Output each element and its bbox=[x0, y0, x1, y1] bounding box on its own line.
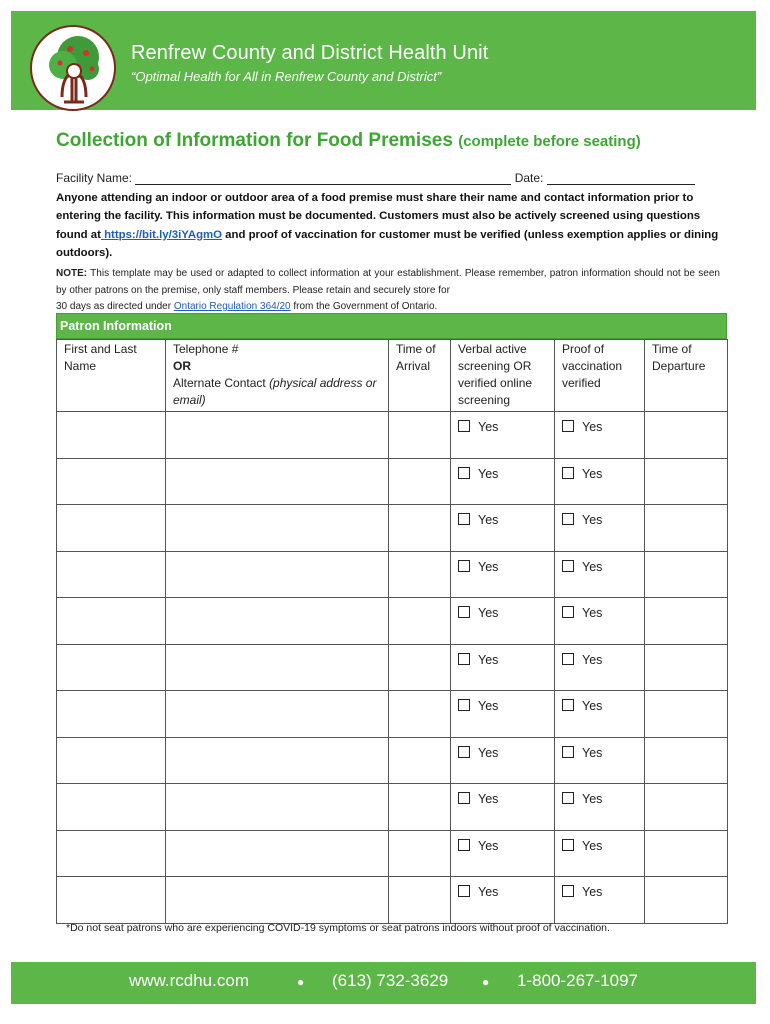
vaccination-checkbox[interactable] bbox=[562, 738, 644, 762]
footnote: *Do not seat patrons who are experiencing COVID-19 symptoms or seat patrons indoors without proof of vaccination. bbox=[66, 922, 610, 934]
phone-cell[interactable] bbox=[166, 551, 389, 598]
arrival-cell[interactable] bbox=[389, 644, 451, 691]
footer-website[interactable]: www.rcdhu.com bbox=[129, 971, 249, 990]
screening-cell[interactable] bbox=[451, 458, 555, 505]
table-row bbox=[57, 830, 728, 877]
org-name: Renfrew County and District Health Unit bbox=[131, 42, 489, 64]
phone-header-alt-italic: (physical address or email) bbox=[173, 376, 377, 407]
name-cell[interactable] bbox=[57, 784, 166, 831]
note-line3-prefix: 30 days as directed under bbox=[56, 301, 174, 312]
phone-cell[interactable] bbox=[166, 598, 389, 645]
vaccination-checkbox[interactable] bbox=[562, 552, 644, 576]
checkbox-label: Yes bbox=[582, 838, 603, 853]
checkbox-label: Yes bbox=[478, 559, 499, 574]
vaccination-cell[interactable] bbox=[555, 412, 645, 459]
vaccination-checkbox[interactable] bbox=[562, 598, 644, 622]
screening-cell[interactable] bbox=[451, 737, 555, 784]
vaccination-checkbox[interactable] bbox=[562, 459, 644, 483]
note-line3-suffix: from the Government of Ontario. bbox=[290, 301, 438, 312]
name-cell[interactable] bbox=[57, 737, 166, 784]
col-header-arrival: Time of Arrival bbox=[389, 340, 451, 412]
vaccination-cell[interactable] bbox=[555, 551, 645, 598]
vaccination-checkbox[interactable] bbox=[562, 645, 644, 669]
footer-phone: (613) 732-3629 bbox=[332, 971, 449, 990]
col-header-departure: Time of Departure bbox=[645, 340, 728, 412]
vaccination-cell[interactable] bbox=[555, 784, 645, 831]
checkbox-label: Yes bbox=[478, 745, 499, 760]
footer-bar bbox=[11, 962, 756, 1004]
screening-checkbox[interactable] bbox=[458, 738, 554, 762]
table-row bbox=[57, 691, 728, 738]
arrival-cell[interactable] bbox=[389, 784, 451, 831]
arrival-cell[interactable] bbox=[389, 551, 451, 598]
screening-cell[interactable] bbox=[451, 784, 555, 831]
checkbox-icon[interactable] bbox=[562, 513, 574, 525]
table-row bbox=[57, 412, 728, 459]
checkbox-icon[interactable] bbox=[458, 699, 470, 711]
checkbox-label: Yes bbox=[582, 792, 603, 806]
checkbox-label: Yes bbox=[582, 745, 603, 760]
arrival-cell[interactable] bbox=[389, 505, 451, 552]
vaccination-checkbox[interactable] bbox=[562, 784, 644, 808]
note-text: This template may be used or adapted to collect information at your establishment. Please remember, patron information should not be seen by other patrons on the premise, only staff members. Please retain and securely store for bbox=[56, 268, 720, 296]
screening-link[interactable]: https://bit.ly/3iYAgmO bbox=[100, 228, 223, 241]
checkbox-icon[interactable] bbox=[458, 885, 470, 897]
patron-info-header: Patron Information bbox=[56, 313, 727, 339]
checkbox-label: Yes bbox=[582, 699, 603, 713]
checkbox-icon[interactable] bbox=[458, 653, 470, 665]
screening-checkbox[interactable] bbox=[458, 784, 554, 808]
checkbox-icon[interactable] bbox=[562, 792, 574, 804]
checkbox-label: Yes bbox=[582, 652, 603, 667]
departure-cell[interactable] bbox=[645, 830, 728, 877]
phone-cell[interactable] bbox=[166, 458, 389, 505]
checkbox-icon[interactable] bbox=[458, 560, 470, 572]
checkbox-label: Yes bbox=[478, 466, 499, 481]
phone-cell[interactable] bbox=[166, 412, 389, 459]
screening-checkbox[interactable] bbox=[458, 598, 554, 622]
screening-checkbox[interactable] bbox=[458, 412, 554, 436]
checkbox-label: Yes bbox=[582, 513, 603, 527]
vaccination-checkbox[interactable] bbox=[562, 691, 644, 715]
departure-cell[interactable] bbox=[645, 412, 728, 459]
checkbox-label: Yes bbox=[478, 792, 499, 806]
name-cell[interactable] bbox=[57, 458, 166, 505]
vaccination-cell[interactable] bbox=[555, 644, 645, 691]
vaccination-cell[interactable] bbox=[555, 877, 645, 924]
departure-cell[interactable] bbox=[645, 505, 728, 552]
screening-cell[interactable] bbox=[451, 412, 555, 459]
arrival-cell[interactable] bbox=[389, 458, 451, 505]
name-cell[interactable] bbox=[57, 830, 166, 877]
checkbox-icon[interactable] bbox=[562, 653, 574, 665]
checkbox-icon[interactable] bbox=[562, 885, 574, 897]
table-header-row bbox=[57, 340, 728, 412]
table-row bbox=[57, 598, 728, 645]
checkbox-label: Yes bbox=[582, 559, 603, 574]
phone-cell[interactable] bbox=[166, 784, 389, 831]
phone-cell[interactable] bbox=[166, 644, 389, 691]
departure-cell[interactable] bbox=[645, 551, 728, 598]
facility-name-field[interactable] bbox=[135, 173, 511, 185]
checkbox-icon[interactable] bbox=[562, 560, 574, 572]
patron-table bbox=[56, 339, 728, 924]
arrival-cell[interactable] bbox=[389, 877, 451, 924]
checkbox-label: Yes bbox=[478, 699, 499, 713]
vaccination-cell[interactable] bbox=[555, 598, 645, 645]
departure-cell[interactable] bbox=[645, 784, 728, 831]
screening-cell[interactable] bbox=[451, 691, 555, 738]
checkbox-icon[interactable] bbox=[458, 606, 470, 618]
table-row bbox=[57, 784, 728, 831]
title-sub: (complete before seating) bbox=[458, 133, 641, 150]
checkbox-label: Yes bbox=[478, 606, 499, 620]
screening-cell[interactable] bbox=[451, 644, 555, 691]
vaccination-cell[interactable] bbox=[555, 691, 645, 738]
instructions-text-1: Anyone attending an indoor or outdoor area of a food premise must share their name and contact information prior to entering the facility. This information must be documented. Customers must also be actively screened using questions found at bbox=[56, 192, 701, 241]
table-row bbox=[57, 505, 728, 552]
facility-line bbox=[56, 171, 695, 185]
table-row bbox=[57, 644, 728, 691]
checkbox-label: Yes bbox=[582, 606, 603, 620]
checkbox-icon[interactable] bbox=[458, 420, 470, 432]
screening-checkbox[interactable] bbox=[458, 877, 554, 901]
screening-cell[interactable] bbox=[451, 877, 555, 924]
phone-header-line1: Telephone # bbox=[173, 342, 239, 356]
name-cell[interactable] bbox=[57, 551, 166, 598]
footer-tollfree: 1-800-267-1097 bbox=[517, 971, 638, 990]
arrival-cell[interactable] bbox=[389, 598, 451, 645]
col-header-screening: Verbal active screening OR verified online screening bbox=[451, 340, 555, 412]
checkbox-icon[interactable] bbox=[562, 839, 574, 851]
departure-cell[interactable] bbox=[645, 737, 728, 784]
phone-header-alt: Alternate Contact bbox=[173, 376, 270, 390]
table-row bbox=[57, 458, 728, 505]
checkbox-label: Yes bbox=[582, 885, 603, 899]
vaccination-cell[interactable] bbox=[555, 505, 645, 552]
checkbox-icon[interactable] bbox=[458, 839, 470, 851]
name-cell[interactable] bbox=[57, 598, 166, 645]
vaccination-checkbox[interactable] bbox=[562, 412, 644, 436]
checkbox-label: Yes bbox=[478, 652, 499, 667]
checkbox-label: Yes bbox=[478, 885, 499, 899]
screening-cell[interactable] bbox=[451, 551, 555, 598]
instructions bbox=[56, 189, 720, 262]
page-title bbox=[56, 130, 641, 152]
checkbox-icon[interactable] bbox=[458, 746, 470, 758]
instructions-text-2: and proof of vaccination for customer must be verified (unless exemption applies or dining outdoors). bbox=[56, 228, 719, 259]
checkbox-icon[interactable] bbox=[458, 513, 470, 525]
phone-cell[interactable] bbox=[166, 691, 389, 738]
date-field[interactable] bbox=[547, 173, 695, 185]
org-tagline: “Optimal Health for All in Renfrew County and District” bbox=[131, 69, 442, 84]
phone-cell[interactable] bbox=[166, 877, 389, 924]
checkbox-label: Yes bbox=[582, 466, 603, 481]
departure-cell[interactable] bbox=[645, 598, 728, 645]
vaccination-checkbox[interactable] bbox=[562, 831, 644, 855]
table-row bbox=[57, 877, 728, 924]
footer-separator-1: ● bbox=[297, 975, 305, 989]
checkbox-label: Yes bbox=[478, 838, 499, 853]
table-row bbox=[57, 551, 728, 598]
arrival-cell[interactable] bbox=[389, 691, 451, 738]
screening-checkbox[interactable] bbox=[458, 459, 554, 483]
vaccination-cell[interactable] bbox=[555, 458, 645, 505]
table-row bbox=[57, 737, 728, 784]
name-cell[interactable] bbox=[57, 691, 166, 738]
facility-label: Facility Name: bbox=[56, 171, 133, 185]
phone-header-line3 bbox=[173, 375, 388, 409]
departure-cell[interactable] bbox=[645, 691, 728, 738]
health-unit-logo bbox=[30, 25, 116, 111]
vaccination-cell[interactable] bbox=[555, 737, 645, 784]
col-header-phone bbox=[166, 340, 389, 412]
screening-checkbox[interactable] bbox=[458, 831, 554, 855]
phone-header-or: OR bbox=[173, 359, 191, 373]
phone-cell[interactable] bbox=[166, 830, 389, 877]
arrival-cell[interactable] bbox=[389, 830, 451, 877]
checkbox-label: Yes bbox=[478, 420, 499, 434]
phone-cell[interactable] bbox=[166, 505, 389, 552]
checkbox-label: Yes bbox=[478, 513, 499, 527]
checkbox-icon[interactable] bbox=[458, 467, 470, 479]
checkbox-icon[interactable] bbox=[458, 792, 470, 804]
name-cell[interactable] bbox=[57, 644, 166, 691]
screening-checkbox[interactable] bbox=[458, 505, 554, 529]
phone-cell[interactable] bbox=[166, 737, 389, 784]
name-cell[interactable] bbox=[57, 505, 166, 552]
regulation-link[interactable]: Ontario Regulation 364/20 bbox=[173, 301, 291, 312]
col-header-vaccination: Proof of vaccination verified bbox=[555, 340, 645, 412]
departure-cell[interactable] bbox=[645, 458, 728, 505]
departure-cell[interactable] bbox=[645, 644, 728, 691]
arrival-cell[interactable] bbox=[389, 737, 451, 784]
screening-cell[interactable] bbox=[451, 598, 555, 645]
checkbox-icon[interactable] bbox=[562, 467, 574, 479]
screening-checkbox[interactable] bbox=[458, 645, 554, 669]
checkbox-icon[interactable] bbox=[562, 699, 574, 711]
checkbox-icon[interactable] bbox=[562, 746, 574, 758]
screening-checkbox[interactable] bbox=[458, 691, 554, 715]
footer-separator-2: ● bbox=[482, 975, 490, 989]
title-main: Collection of Information for Food Premises bbox=[56, 130, 453, 151]
screening-checkbox[interactable] bbox=[458, 552, 554, 576]
note bbox=[56, 266, 720, 316]
screening-cell[interactable] bbox=[451, 505, 555, 552]
arrival-cell[interactable] bbox=[389, 412, 451, 459]
vaccination-cell[interactable] bbox=[555, 830, 645, 877]
checkbox-label: Yes bbox=[582, 420, 603, 434]
name-cell[interactable] bbox=[57, 412, 166, 459]
vaccination-checkbox[interactable] bbox=[562, 877, 644, 901]
date-label: Date: bbox=[514, 171, 544, 185]
tree-logo-icon bbox=[32, 27, 114, 109]
departure-cell[interactable] bbox=[645, 877, 728, 924]
checkbox-icon[interactable] bbox=[562, 606, 574, 618]
vaccination-checkbox[interactable] bbox=[562, 505, 644, 529]
screening-cell[interactable] bbox=[451, 830, 555, 877]
name-cell[interactable] bbox=[57, 877, 166, 924]
checkbox-icon[interactable] bbox=[562, 420, 574, 432]
col-header-name: First and Last Name bbox=[57, 340, 166, 412]
note-label: NOTE: bbox=[56, 268, 88, 279]
